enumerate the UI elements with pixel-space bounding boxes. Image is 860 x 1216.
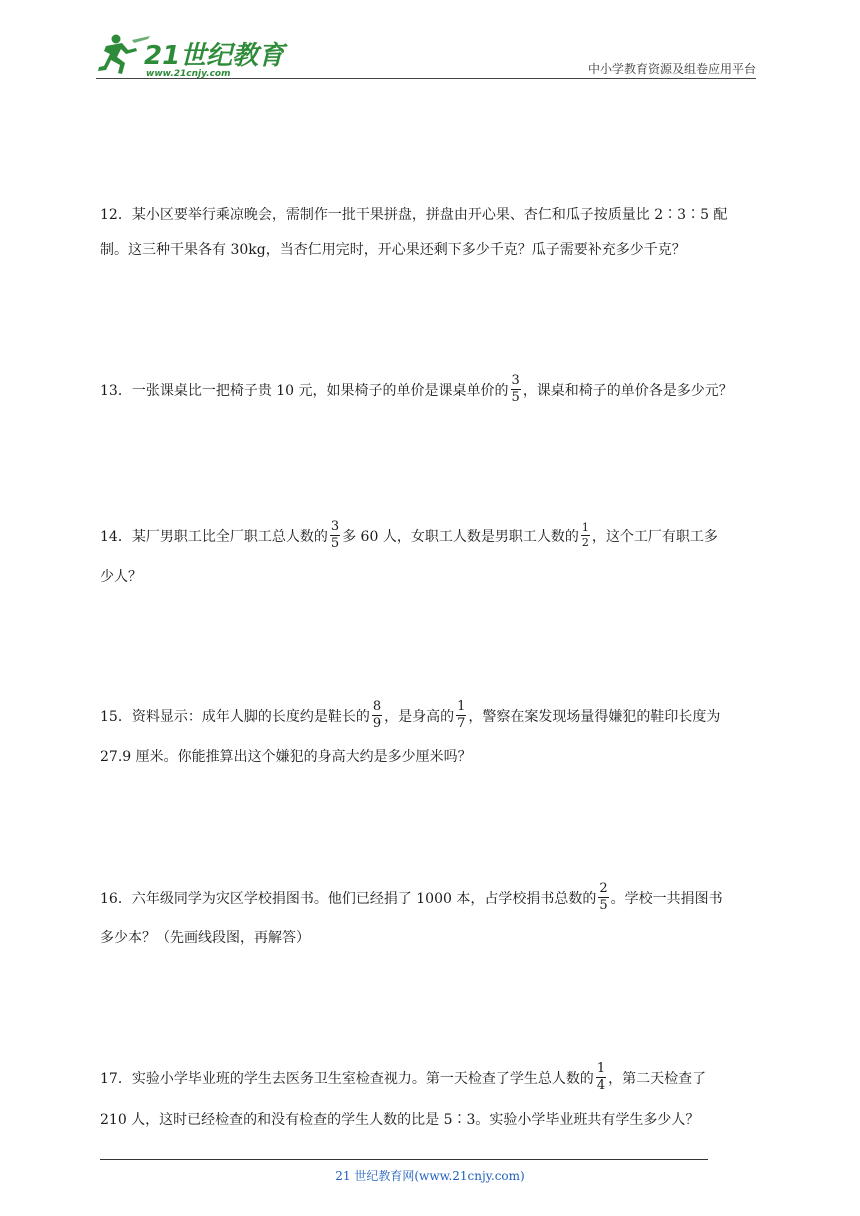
fraction-8-9: $\frac{8}{9}$ bbox=[372, 699, 382, 731]
question-16-text-a: 16．六年级同学为灾区学校捐图书。他们已经捐了 1000 本，占学校捐书总数的 bbox=[100, 891, 597, 908]
question-15-line-2: 27.9 厘米。你能推算出这个嫌犯的身高大约是多少厘米吗？ bbox=[100, 749, 472, 765]
question-13-line-1 bbox=[100, 373, 733, 406]
question-14-text-a: 14．某厂男职工比全厂职工总人数的 bbox=[100, 529, 328, 546]
header-divider bbox=[96, 78, 756, 79]
fraction-2-5: $\frac{2}{5}$ bbox=[599, 881, 608, 913]
question-15-line-1 bbox=[100, 699, 721, 732]
question-15-text-c: ，警察在案发现场量得嫌犯的鞋印长度为 bbox=[468, 709, 721, 726]
footer-link[interactable]: 21 世纪教育网(www.21cnjy.com) bbox=[335, 1169, 525, 1183]
fraction-3-5: $\frac{3}{5}$ bbox=[511, 373, 520, 405]
platform-name: 中小学教育资源及组卷应用平台 bbox=[587, 62, 756, 76]
question-17-text-a: 17．实验小学毕业班的学生去医务卫生室检查视力。第一天检查了学生总人数的 bbox=[100, 1071, 594, 1088]
question-12-line-2: 制。这三种干果各有 30kg，当杏仁用完时，开心果还剩下多少千克？瓜子需要补充多少千克？ bbox=[100, 242, 686, 258]
logo-21cnjy-icon bbox=[92, 30, 285, 79]
footer-divider bbox=[100, 1159, 708, 1160]
question-12-line-1: 12．某小区要举行乘凉晚会，需制作一批干果拼盘，拼盘由开心果、杏仁和瓜子按质量比 2∶3∶5 配 bbox=[100, 207, 728, 223]
svg-text:www.21cnjy.com: www.21cnjy.com bbox=[146, 69, 231, 79]
fraction-1-4: $\frac{1}{4}$ bbox=[596, 1061, 606, 1093]
question-15-text-a: 15．资料显示：成年人脚的长度约是鞋长的 bbox=[100, 709, 370, 726]
page-header bbox=[0, 0, 860, 80]
question-13-text-a: 13．一张课桌比一把椅子贵 10 元，如果椅子的单价是课桌单价的 bbox=[100, 383, 509, 400]
question-16-line-2: 多少本？（先画线段图，再解答） bbox=[100, 930, 310, 946]
question-14-text-b: 多 60 人，女职工人数是男职工人数的 bbox=[342, 529, 579, 546]
question-16-text-b: 。学校一共捐图书 bbox=[610, 891, 723, 908]
fraction-3-5: $\frac{3}{5}$ bbox=[330, 519, 340, 551]
question-17-line-2: 210 人，这时已经检查的和没有检查的学生人数的比是 5∶3。实验小学毕业班共有学生多少人？ bbox=[100, 1112, 700, 1128]
question-14-line-2: 少人？ bbox=[100, 569, 142, 585]
question-15-text-b: ，是身高的 bbox=[384, 709, 455, 726]
question-16-line-1 bbox=[100, 881, 723, 914]
fraction-1-7: $\frac{1}{7}$ bbox=[457, 699, 466, 731]
question-17-line-1 bbox=[100, 1061, 707, 1094]
question-17-text-b: ，第二天检查了 bbox=[608, 1071, 707, 1088]
svg-text:21世纪教育: 21世纪教育 bbox=[144, 41, 285, 71]
question-14-text-c: ，这个工厂有职工多 bbox=[591, 529, 718, 546]
question-14-line-1 bbox=[100, 519, 718, 552]
question-13-text-b: ，课桌和椅子的单价各是多少元？ bbox=[522, 383, 733, 400]
fraction-1-2: $\frac{1}{2}$ bbox=[581, 521, 589, 549]
